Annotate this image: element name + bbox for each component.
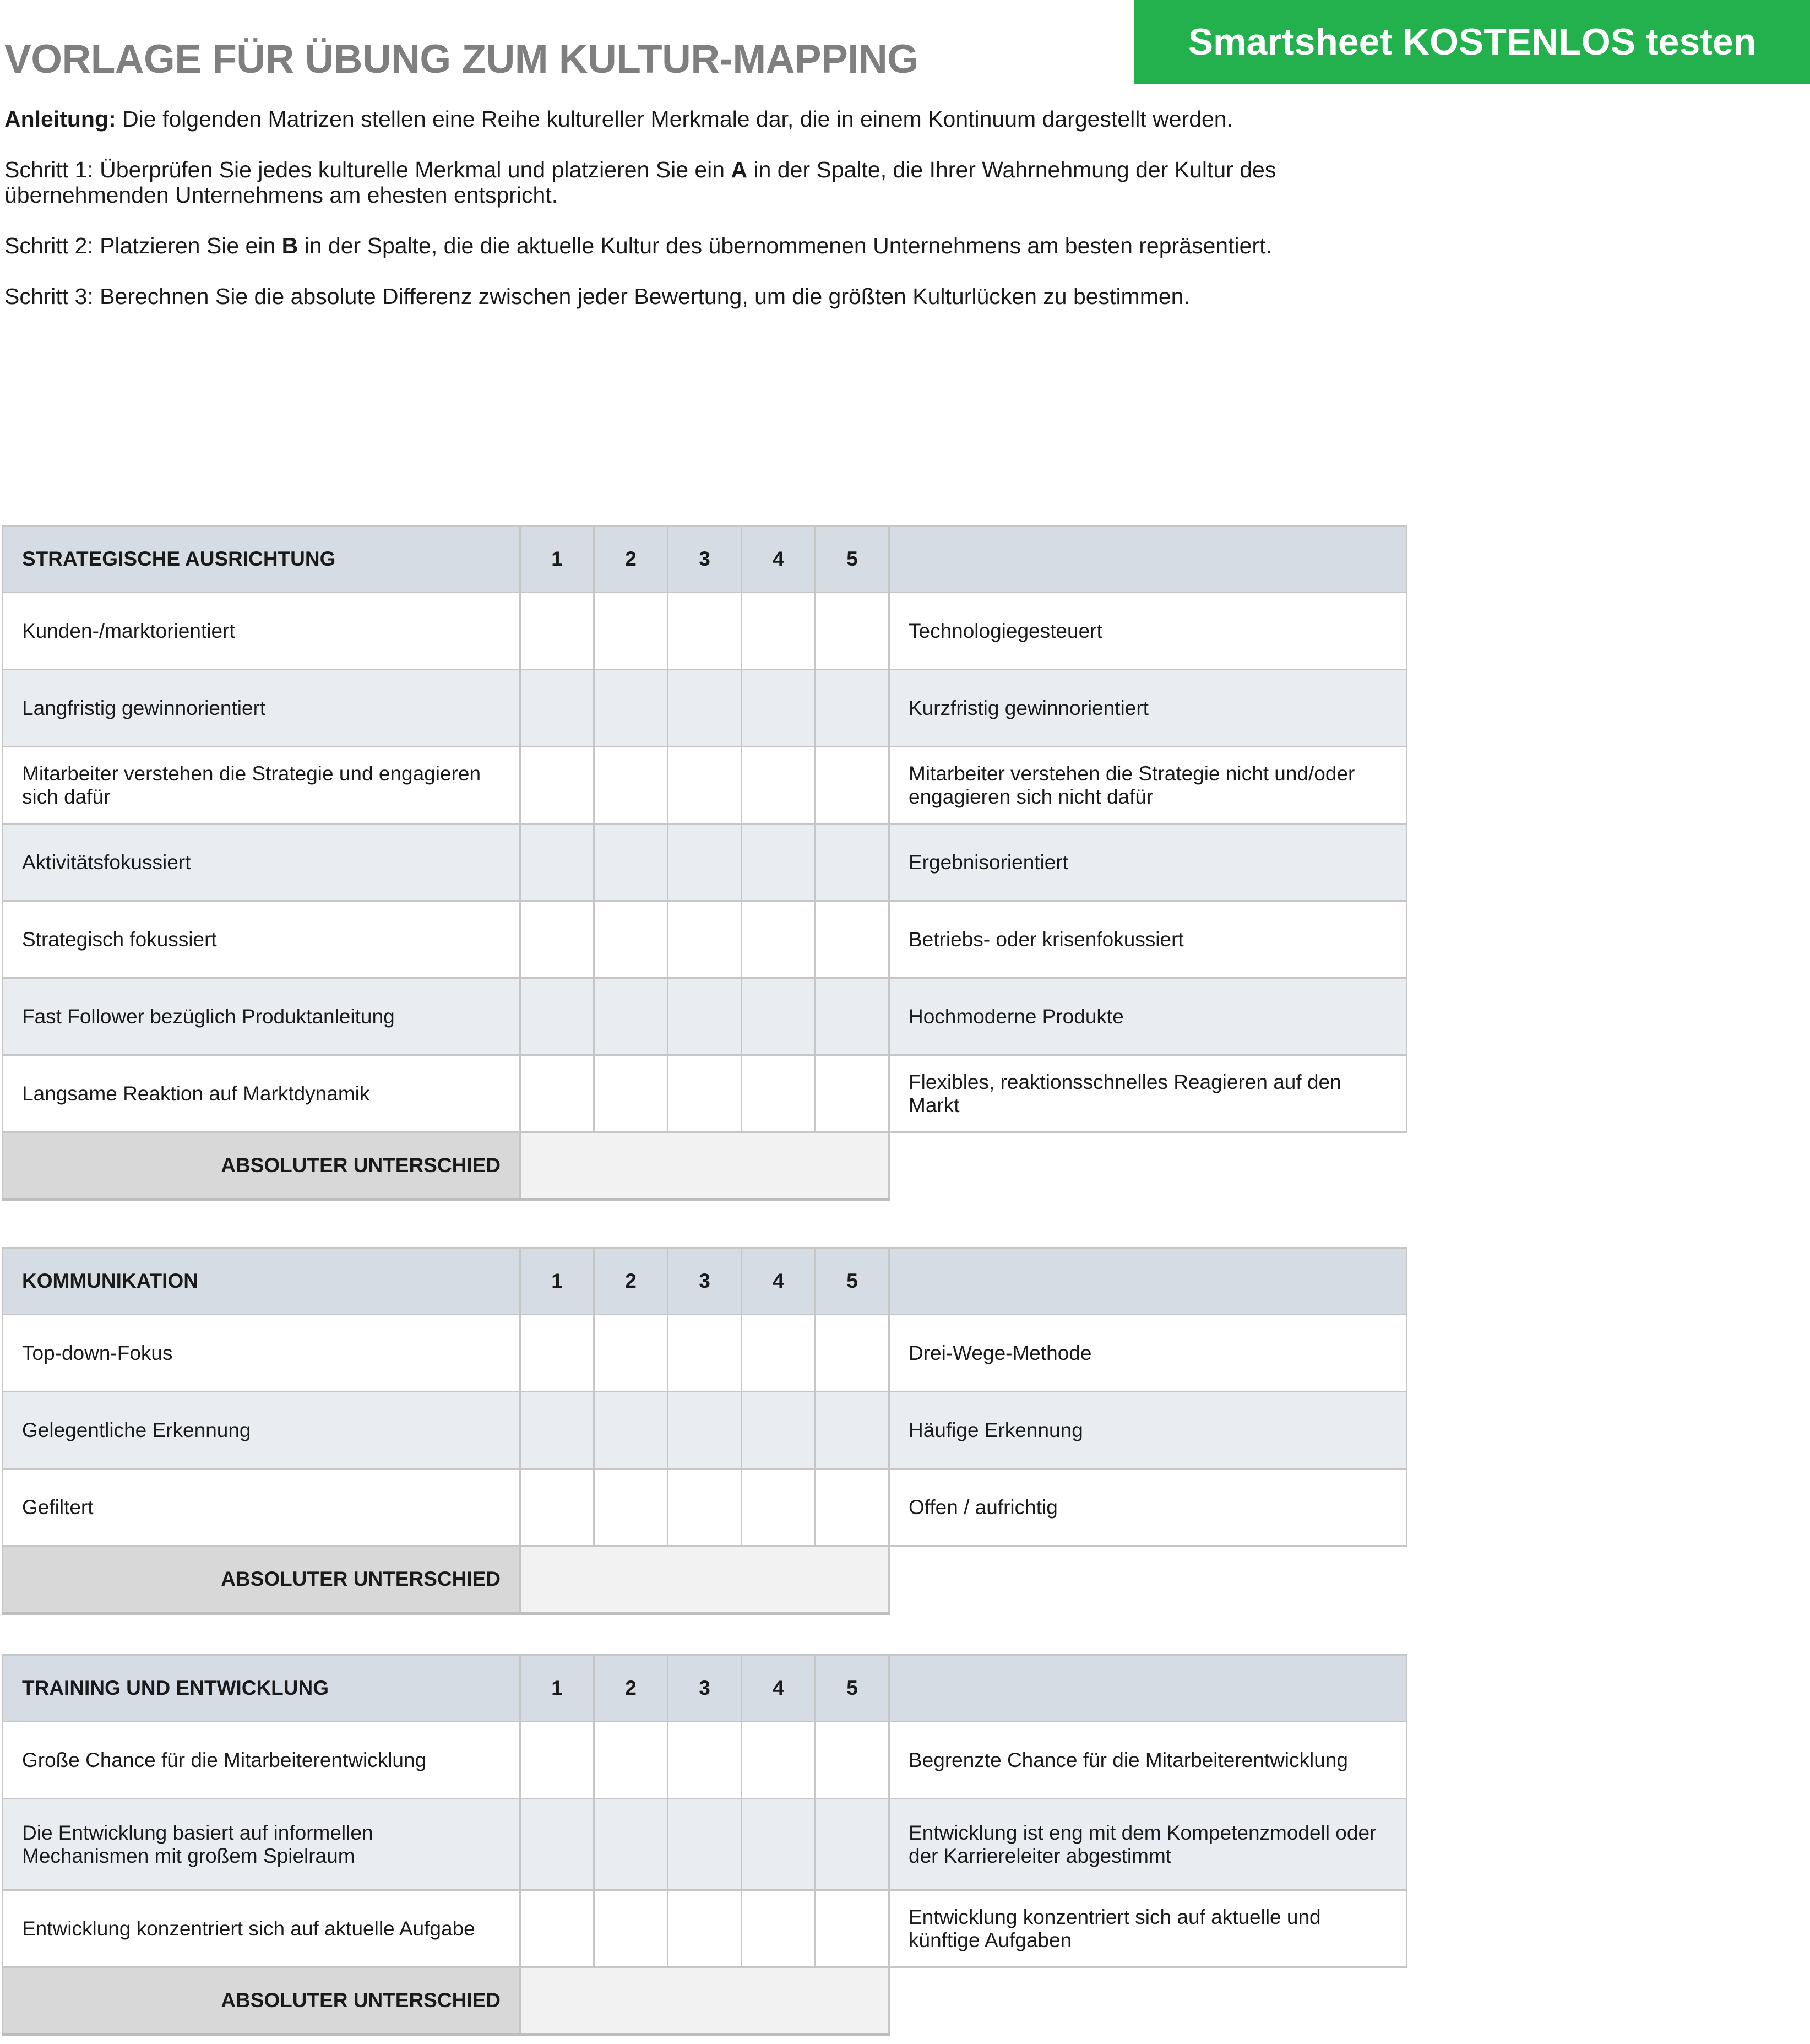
section-strategic-alignment: [2, 525, 1407, 1201]
absolute-difference-value[interactable]: [520, 1967, 889, 2035]
trait-left: Die Entwicklung basiert auf informellen Mechanismen mit großem Spielraum: [3, 1799, 520, 1890]
rating-cell-1[interactable]: [520, 824, 594, 901]
header-right-blank: [889, 526, 1407, 593]
scale-4: 4: [742, 1248, 816, 1315]
rating-cell-2[interactable]: [594, 593, 668, 670]
scale-2: 2: [594, 1655, 668, 1722]
trait-left: Top-down-Fokus: [3, 1315, 520, 1392]
rating-cell-3[interactable]: [668, 1799, 742, 1890]
instructions-intro-text: Die folgenden Matrizen stellen eine Reihe kultureller Merkmale dar, die in einem Kontinuum dargestellt werden.: [116, 106, 1233, 132]
matrix-header-row: [3, 1248, 1407, 1315]
trait-right: Kurzfristig gewinnorientiert: [889, 670, 1407, 747]
instructions-step-1: [4, 157, 1354, 208]
section-title: STRATEGISCHE AUSRICHTUNG: [3, 526, 520, 593]
rating-cell-4[interactable]: [742, 593, 816, 670]
table-row: [3, 1469, 1407, 1546]
scale-1: 1: [520, 526, 594, 593]
trait-left: Kunden-/marktorientiert: [3, 593, 520, 670]
trait-right: Entwicklung konzentriert sich auf aktuelle und künftige Aufgaben: [889, 1890, 1407, 1967]
scale-5: 5: [816, 1655, 889, 1722]
rating-cell-5[interactable]: [816, 1469, 889, 1546]
table-row: [3, 978, 1407, 1055]
matrix-header-row: [3, 1655, 1407, 1722]
section-title: KOMMUNIKATION: [3, 1248, 520, 1315]
absolute-difference-row: [3, 1967, 1407, 2035]
rating-cell-3[interactable]: [668, 1469, 742, 1546]
instructions-intro: [4, 106, 1354, 132]
scale-5: 5: [816, 1248, 889, 1315]
absolute-difference-row: [3, 1132, 1407, 1200]
rating-cell-4[interactable]: [742, 901, 816, 978]
step-2-text-start: Schritt 2: Platzieren Sie ein: [4, 233, 282, 258]
trait-left: Langfristig gewinnorientiert: [3, 670, 520, 747]
absolute-difference-row: [3, 1546, 1407, 1614]
rating-cell-2[interactable]: [594, 901, 668, 978]
rating-cell-5[interactable]: [816, 1890, 889, 1967]
section-training-development: [2, 1654, 1407, 2036]
rating-cell-1[interactable]: [520, 1315, 594, 1392]
header-right-blank: [889, 1655, 1407, 1722]
table-row: [3, 593, 1407, 670]
scale-1: 1: [520, 1655, 594, 1722]
rating-cell-3[interactable]: [668, 978, 742, 1055]
absolute-difference-label: ABSOLUTER UNTERSCHIED: [3, 1546, 520, 1614]
table-row: [3, 1055, 1407, 1132]
rating-cell-2[interactable]: [594, 1890, 668, 1967]
absolute-difference-spacer: [889, 1546, 1407, 1614]
trait-right: Begrenzte Chance für die Mitarbeiterentwicklung: [889, 1722, 1407, 1799]
trait-right: Häufige Erkennung: [889, 1392, 1407, 1469]
rating-cell-3[interactable]: [668, 901, 742, 978]
rating-cell-5[interactable]: [816, 901, 889, 978]
rating-cell-1[interactable]: [520, 978, 594, 1055]
rating-cell-5[interactable]: [816, 1722, 889, 1799]
rating-cell-4[interactable]: [742, 1315, 816, 1392]
rating-cell-5[interactable]: [816, 978, 889, 1055]
rating-cell-1[interactable]: [520, 1890, 594, 1967]
trait-left: Strategisch fokussiert: [3, 901, 520, 978]
rating-cell-4[interactable]: [742, 1722, 816, 1799]
absolute-difference-label: ABSOLUTER UNTERSCHIED: [3, 1967, 520, 2035]
absolute-difference-spacer: [889, 1132, 1407, 1200]
trait-right: Drei-Wege-Methode: [889, 1315, 1407, 1392]
rating-cell-1[interactable]: [520, 1799, 594, 1890]
section-title: TRAINING UND ENTWICKLUNG: [3, 1655, 520, 1722]
step-2-mark: B: [281, 233, 298, 258]
trait-left: Mitarbeiter verstehen die Strategie und engagieren sich dafür: [3, 747, 520, 824]
trait-left: Gefiltert: [3, 1469, 520, 1546]
scale-2: 2: [594, 1248, 668, 1315]
table-row: [3, 1315, 1407, 1392]
matrix-table: [2, 1247, 1407, 1615]
trait-right: Flexibles, reaktionsschnelles Reagieren auf den Markt: [889, 1055, 1407, 1132]
table-row: [3, 824, 1407, 901]
table-row: [3, 901, 1407, 978]
rating-cell-3[interactable]: [668, 1890, 742, 1967]
step-1-mark: A: [731, 157, 748, 182]
absolute-difference-spacer: [889, 1967, 1407, 2035]
absolute-difference-value[interactable]: [520, 1546, 889, 1614]
rating-cell-4[interactable]: [742, 824, 816, 901]
rating-cell-1[interactable]: [520, 1469, 594, 1546]
instructions-step-2: [4, 233, 1354, 258]
trait-right: Hochmoderne Produkte: [889, 978, 1407, 1055]
rating-cell-2[interactable]: [594, 1469, 668, 1546]
scale-4: 4: [742, 526, 816, 593]
rating-cell-1[interactable]: [520, 1055, 594, 1132]
rating-cell-3[interactable]: [668, 1722, 742, 1799]
instructions-step-3: Schritt 3: Berechnen Sie die absolute Differenz zwischen jeder Bewertung, um die größten Kulturlücken zu bestimmen.: [4, 284, 1190, 309]
trait-right: Offen / aufrichtig: [889, 1469, 1407, 1546]
trait-right: Ergebnisorientiert: [889, 824, 1407, 901]
rating-cell-3[interactable]: [668, 1315, 742, 1392]
table-row: [3, 1722, 1407, 1799]
matrix-table: [2, 525, 1407, 1201]
matrix-table: [2, 1654, 1407, 2036]
trait-left: Gelegentliche Erkennung: [3, 1392, 520, 1469]
rating-cell-5[interactable]: [816, 670, 889, 747]
trait-left: Entwicklung konzentriert sich auf aktuelle Aufgabe: [3, 1890, 520, 1967]
trait-right: Entwicklung ist eng mit dem Kompetenzmodell oder der Karriereleiter abgestimmt: [889, 1799, 1407, 1890]
rating-cell-1[interactable]: [520, 1392, 594, 1469]
rating-cell-4[interactable]: [742, 978, 816, 1055]
rating-cell-2[interactable]: [594, 978, 668, 1055]
rating-cell-1[interactable]: [520, 747, 594, 824]
rating-cell-2[interactable]: [594, 747, 668, 824]
trait-left: Langsame Reaktion auf Marktdynamik: [3, 1055, 520, 1132]
table-row: [3, 1392, 1407, 1469]
scale-2: 2: [594, 526, 668, 593]
rating-cell-2[interactable]: [594, 1799, 668, 1890]
rating-cell-1[interactable]: [520, 1722, 594, 1799]
rating-cell-2[interactable]: [594, 1392, 668, 1469]
trait-left: Große Chance für die Mitarbeiterentwicklung: [3, 1722, 520, 1799]
rating-cell-4[interactable]: [742, 1055, 816, 1132]
rating-cell-2[interactable]: [594, 824, 668, 901]
scale-4: 4: [742, 1655, 816, 1722]
table-row: [3, 670, 1407, 747]
page-title: VORLAGE FÜR ÜBUNG ZUM KULTUR-MAPPING: [4, 37, 918, 82]
rating-cell-2[interactable]: [594, 1722, 668, 1799]
scale-3: 3: [668, 526, 742, 593]
rating-cell-3[interactable]: [668, 1392, 742, 1469]
table-row: [3, 747, 1407, 824]
rating-cell-3[interactable]: [668, 670, 742, 747]
rating-cell-1[interactable]: [520, 593, 594, 670]
step-2-text-end: in der Spalte, die die aktuelle Kultur des übernommenen Unternehmens am besten repräsentiert.: [298, 233, 1272, 258]
rating-cell-5[interactable]: [816, 1799, 889, 1890]
trait-right: Betriebs- oder krisenfokussiert: [889, 901, 1407, 978]
rating-cell-5[interactable]: [816, 824, 889, 901]
trait-right: Mitarbeiter verstehen die Strategie nicht und/oder engagieren sich nicht dafür: [889, 747, 1407, 824]
rating-cell-3[interactable]: [668, 747, 742, 824]
rating-cell-4[interactable]: [742, 1392, 816, 1469]
trait-right: Technologiegesteuert: [889, 593, 1407, 670]
rating-cell-3[interactable]: [668, 824, 742, 901]
rating-cell-5[interactable]: [816, 1315, 889, 1392]
rating-cell-4[interactable]: [742, 747, 816, 824]
rating-cell-4[interactable]: [742, 1469, 816, 1546]
matrix-header-row: [3, 526, 1407, 593]
instructions-label: Anleitung:: [4, 106, 116, 132]
rating-cell-2[interactable]: [594, 1055, 668, 1132]
rating-cell-4[interactable]: [742, 1799, 816, 1890]
trait-left: Aktivitätsfokussiert: [3, 824, 520, 901]
rating-cell-5[interactable]: [816, 1055, 889, 1132]
rating-cell-2[interactable]: [594, 670, 668, 747]
rating-cell-1[interactable]: [520, 901, 594, 978]
rating-cell-4[interactable]: [742, 670, 816, 747]
try-smartsheet-button[interactable]: Smartsheet KOSTENLOS testen: [1134, 0, 1810, 84]
table-row: [3, 1799, 1407, 1890]
rating-cell-5[interactable]: [816, 593, 889, 670]
scale-3: 3: [668, 1655, 742, 1722]
rating-cell-5[interactable]: [816, 747, 889, 824]
rating-cell-4[interactable]: [742, 1890, 816, 1967]
rating-cell-2[interactable]: [594, 1315, 668, 1392]
absolute-difference-value[interactable]: [520, 1132, 889, 1200]
absolute-difference-label: ABSOLUTER UNTERSCHIED: [3, 1132, 520, 1200]
scale-3: 3: [668, 1248, 742, 1315]
rating-cell-1[interactable]: [520, 670, 594, 747]
scale-1: 1: [520, 1248, 594, 1315]
step-1-text-start: Schritt 1: Überprüfen Sie jedes kulturelle Merkmal und platzieren Sie ein: [4, 157, 731, 182]
trait-left: Fast Follower bezüglich Produktanleitung: [3, 978, 520, 1055]
rating-cell-3[interactable]: [668, 593, 742, 670]
step-1-text-end: in der Spalte, die Ihrer Wahrnehmung der Kultur des übernehmenden Unternehmens am ehesten entspricht.: [4, 157, 1276, 208]
rating-cell-5[interactable]: [816, 1392, 889, 1469]
header-right-blank: [889, 1248, 1407, 1315]
table-row: [3, 1890, 1407, 1967]
scale-5: 5: [816, 526, 889, 593]
rating-cell-3[interactable]: [668, 1055, 742, 1132]
section-communication: [2, 1247, 1407, 1615]
